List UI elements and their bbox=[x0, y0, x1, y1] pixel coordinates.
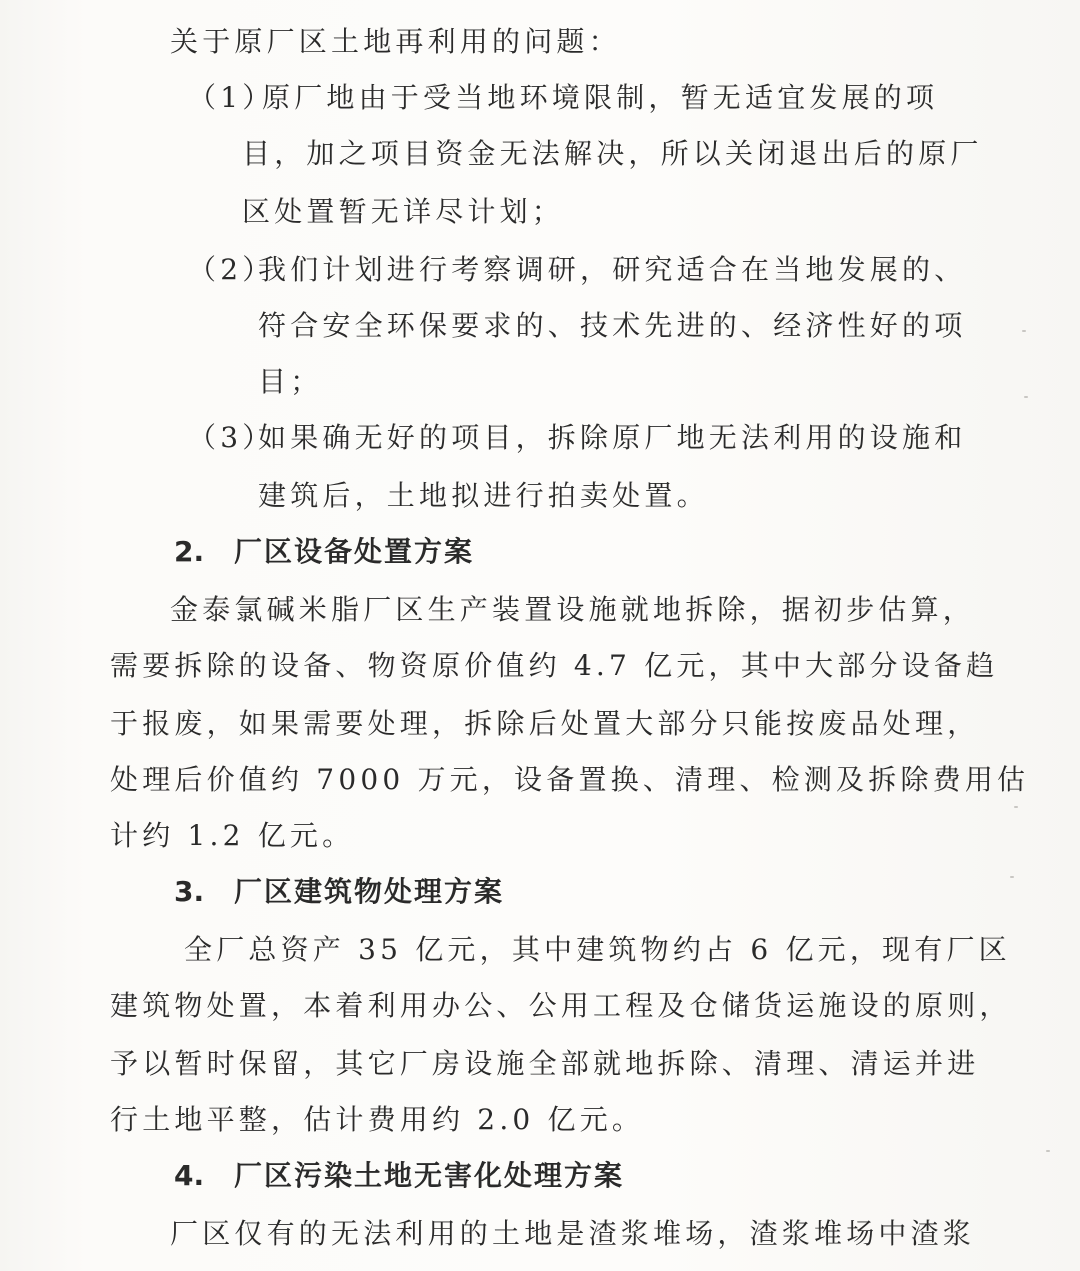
scan-speck bbox=[1014, 806, 1018, 808]
section-heading-2 bbox=[174, 532, 474, 572]
list-item-label-2: （2） bbox=[188, 253, 275, 286]
section-3-line-2: 建筑物处置，本着利用办公、公用工程及仓储货运施设的原则， bbox=[110, 989, 1012, 1022]
list-item-2-line-2: 符合安全环保要求的、技术先进的、经济性好的项 bbox=[258, 309, 967, 342]
section-2-line-5: 计约 1.2 亿元。 bbox=[110, 819, 355, 852]
section-2-line-3: 于报废，如果需要处理，拆除后处置大部分只能按废品处理， bbox=[110, 707, 980, 740]
scan-speck bbox=[1046, 1150, 1050, 1152]
section-title: 厂区设备处置方案 bbox=[234, 535, 475, 568]
section-heading-3 bbox=[174, 872, 504, 912]
list-item-2-line-3: 目； bbox=[258, 365, 323, 398]
section-heading-4 bbox=[174, 1156, 624, 1196]
list-item-1-line-3: 区处置暂无详尽计划； bbox=[242, 195, 565, 228]
scan-speck bbox=[1022, 330, 1026, 332]
section-2-line-1: 金泰氯碱米脂厂区生产装置设施就地拆除，据初步估算， bbox=[170, 593, 976, 626]
list-item-2-line-1: 我们计划进行考察调研，研究适合在当地发展的、 bbox=[258, 253, 967, 286]
list-item-label-1: （1） bbox=[188, 81, 275, 114]
section-number: 3. bbox=[174, 875, 205, 908]
list-item-label-3: （3） bbox=[188, 421, 275, 454]
scan-speck bbox=[1024, 396, 1028, 398]
section-title: 厂区建筑物处理方案 bbox=[234, 875, 505, 908]
section-number: 4. bbox=[174, 1159, 205, 1192]
section-3-line-3: 予以暂时保留，其它厂房设施全部就地拆除、清理、清运并进 bbox=[110, 1047, 980, 1080]
intro-line: 关于原厂区土地再利用的问题： bbox=[170, 25, 621, 58]
section-3-line-1: 全厂总资产 35 亿元，其中建筑物约占 6 亿元，现有厂区 bbox=[184, 933, 1011, 966]
section-3-line-4: 行土地平整，估计费用约 2.0 亿元。 bbox=[110, 1103, 645, 1136]
section-number: 2. bbox=[174, 535, 205, 568]
list-item-3-line-2: 建筑后，土地拟进行拍卖处置。 bbox=[258, 479, 709, 512]
scan-speck bbox=[1010, 876, 1014, 878]
section-2-line-2: 需要拆除的设备、物资原价值约 4.7 亿元，其中大部分设备趋 bbox=[110, 649, 999, 682]
list-item-3-line-1: 如果确无好的项目，拆除原厂地无法利用的设施和 bbox=[258, 421, 967, 454]
section-2-line-4: 处理后价值约 7000 万元，设备置换、清理、检测及拆除费用估 bbox=[110, 763, 1030, 796]
section-title: 厂区污染土地无害化处理方案 bbox=[234, 1159, 625, 1192]
section-4-line-1: 厂区仅有的无法利用的土地是渣浆堆场，渣浆堆场中渣浆 bbox=[170, 1217, 976, 1250]
list-item-1-line-2: 目，加之项目资金无法解决，所以关闭退出后的原厂 bbox=[242, 137, 983, 170]
list-item-1-line-1: 原厂地由于受当地环境限制，暂无适宜发展的项 bbox=[262, 81, 939, 114]
